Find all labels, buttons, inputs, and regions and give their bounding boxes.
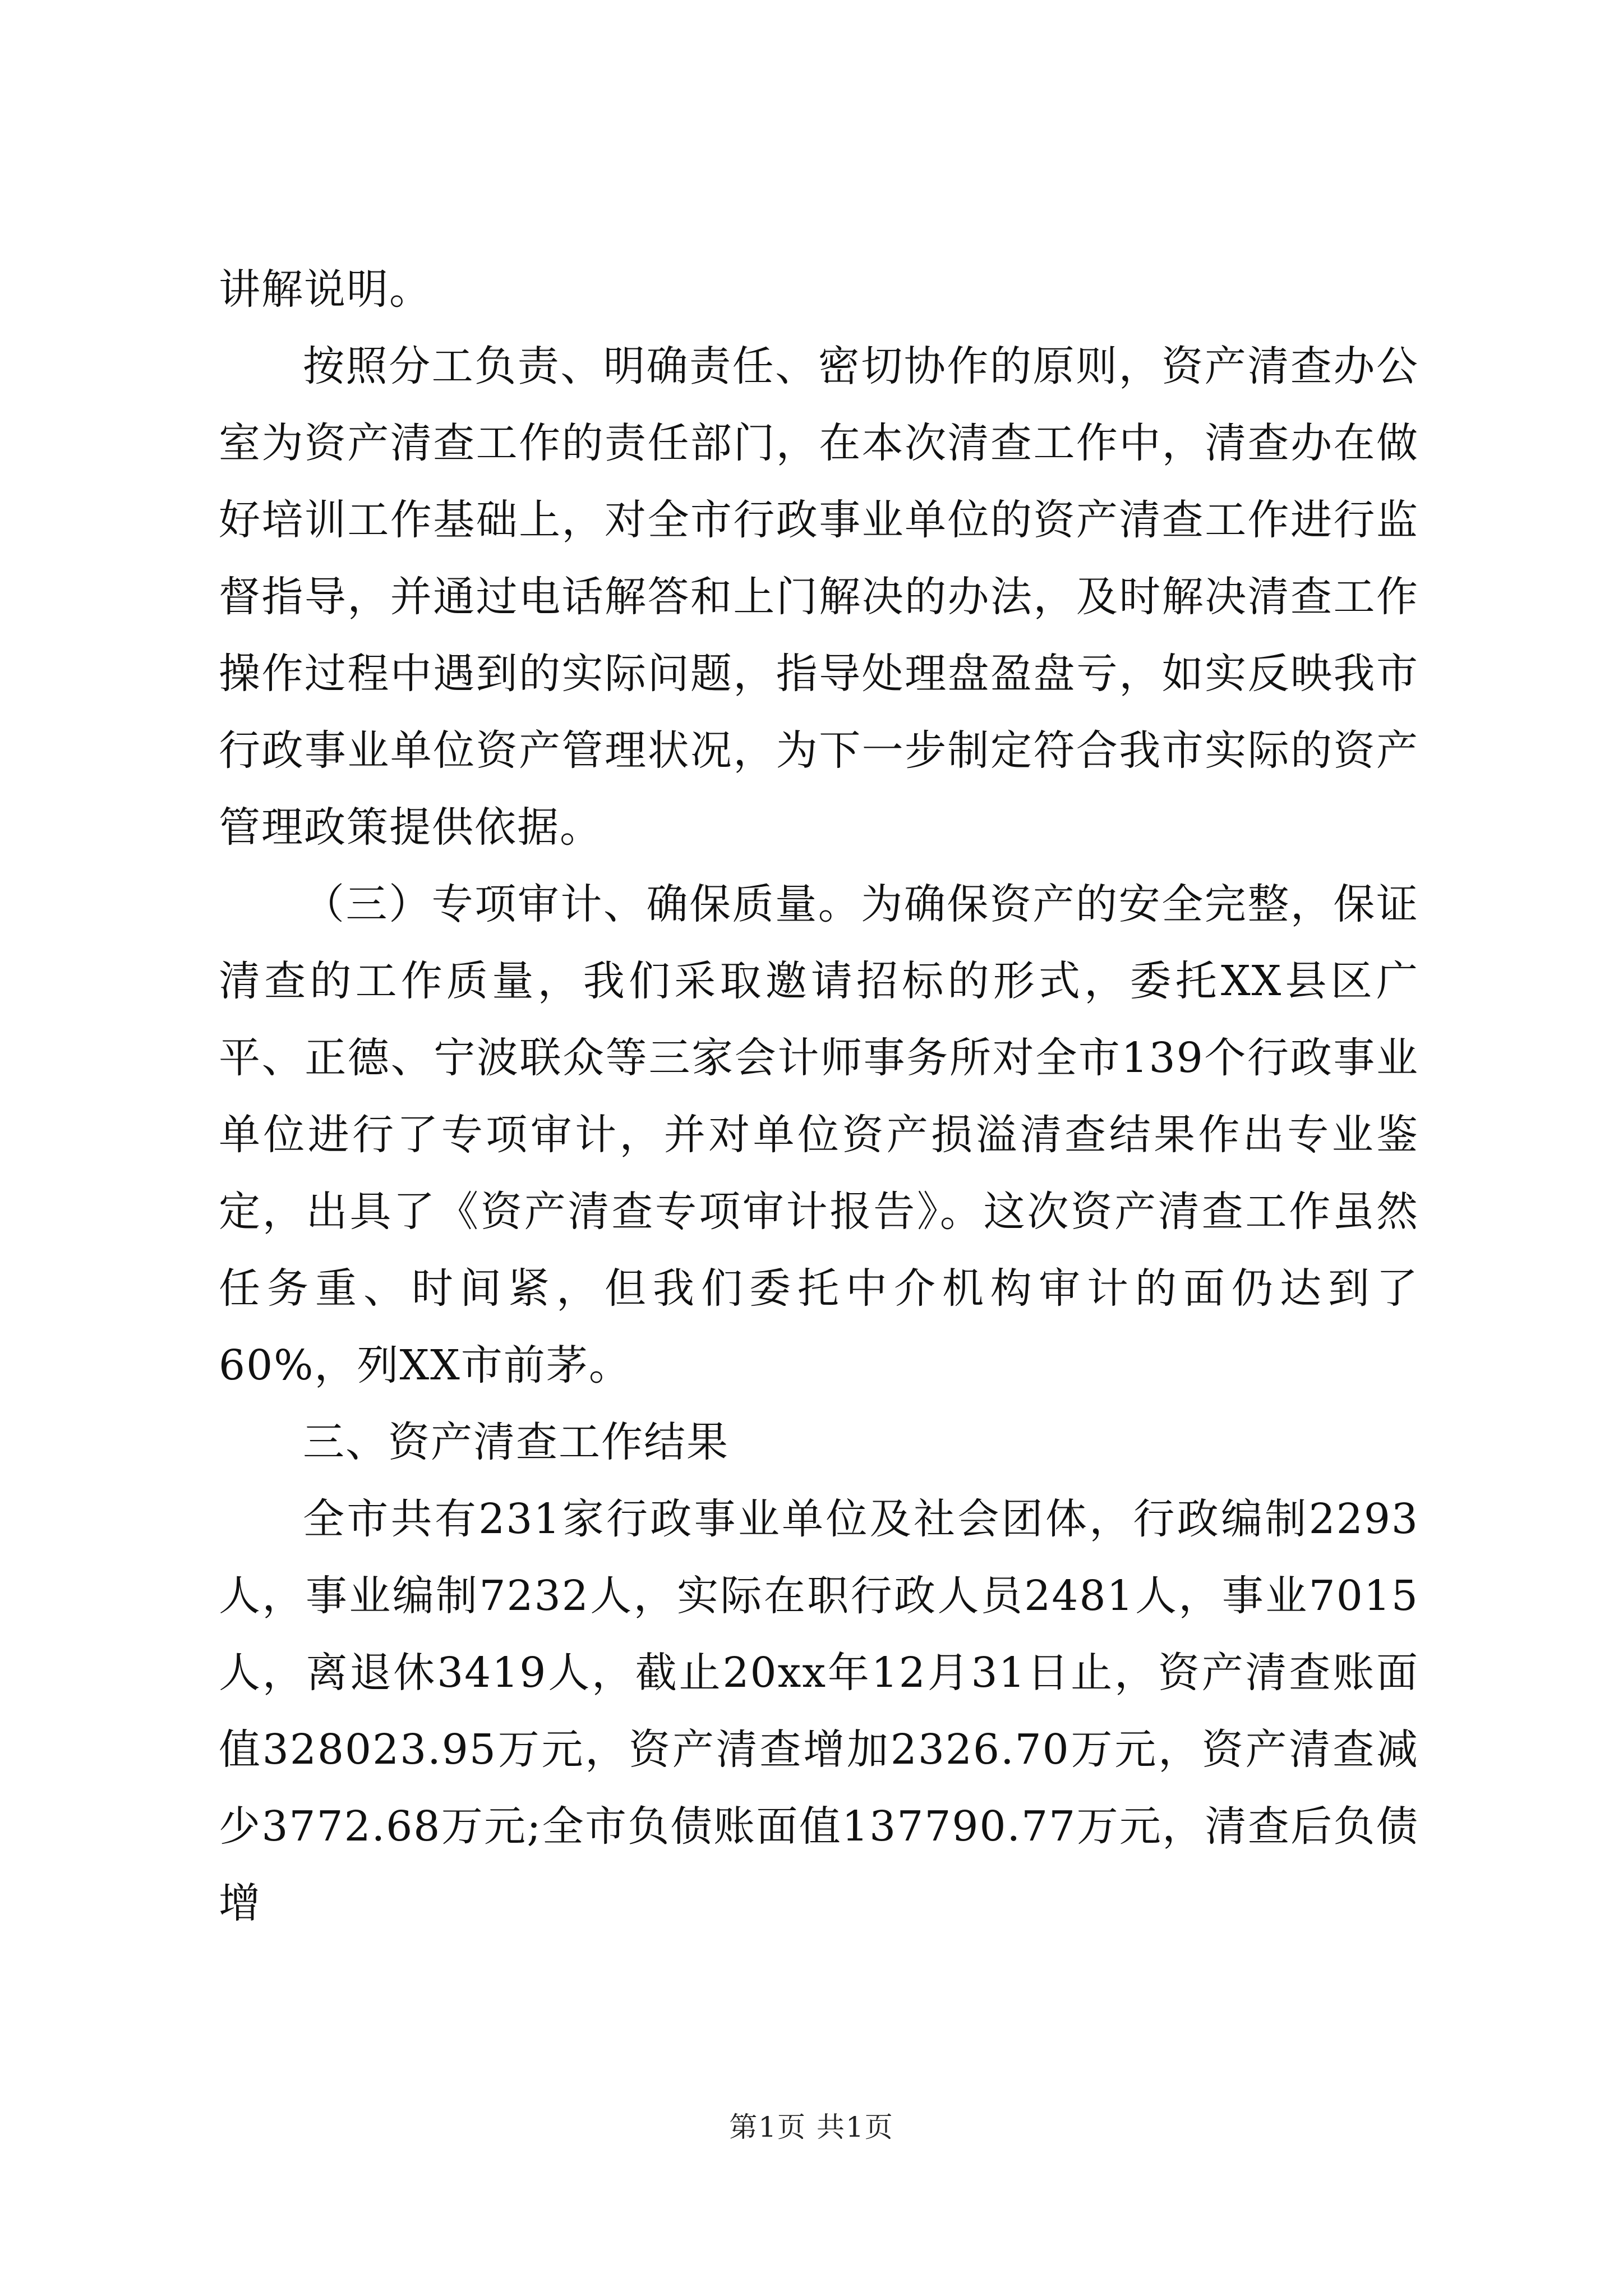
document-body	[219, 251, 1419, 1942]
paragraph-special-audit: （三）专项审计、确保质量。为确保资产的安全完整，保证清查的工作质量，我们采取邀请招标的形式，委托XX县区广平、正德、宁波联众等三家会计师事务所对全市139个行政事业单位进行了专项审计，并对单位资产损溢清查结果作出专业鉴定，出具了《资产清查专项审计报告》。这次资产清查工作虽然任务重、时间紧，但我们委托中介机构审计的面仍达到了60%，列XX市前茅。	[219, 880, 1419, 1389]
section-heading-results: 三、资产清查工作结果	[303, 1418, 729, 1466]
paragraph-continuation: 讲解说明。	[219, 265, 432, 314]
page-footer: 第1页 共1页	[729, 2111, 894, 2143]
paragraph-responsibility: 按照分工负责、明确责任、密切协作的原则，资产清查办公室为资产清查工作的责任部门，在本次清查工作中，清查办在做好培训工作基础上，对全市行政事业单位的资产清查工作进行监督指导，并通过电话解答和上门解决的办法，及时解决清查工作操作过程中遇到的实际问题，指导处理盘盈盘亏，如实反映我市行政事业单位资产管理状况，为下一步制定符合我市实际的资产管理政策提供依据。	[219, 342, 1419, 852]
paragraph-results: 全市共有231家行政事业单位及社会团体，行政编制2293人，事业编制7232人，实际在职行政人员2481人，事业7015人，离退休3419人，截止20xx年12月31日止，资产清查账面值328023.95万元，资产清查增加2326.70万元，资产清查减少3772.68万元;全市负债账面值137790.77万元，清查后负债增	[219, 1495, 1419, 1927]
